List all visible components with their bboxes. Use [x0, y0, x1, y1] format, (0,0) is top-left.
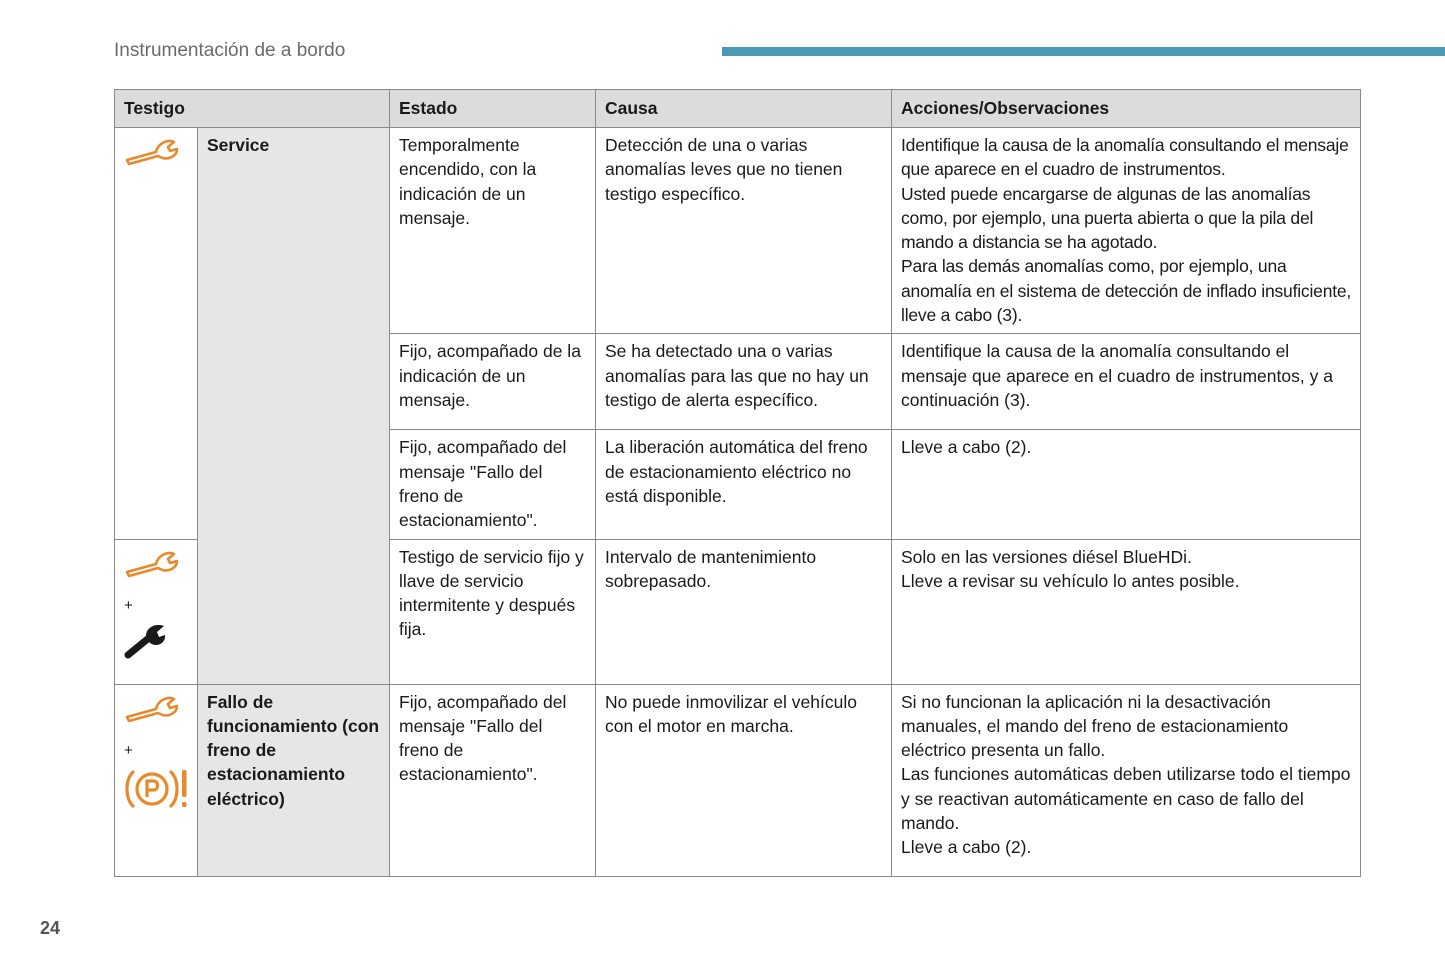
parking-brake-fault-icon: [124, 766, 190, 812]
service-icon-cell: [115, 128, 198, 540]
causa-cell: Intervalo de mantenimiento sobrepasado.: [596, 539, 892, 684]
table-row: [115, 684, 1361, 876]
maintenance-icon-cell: [115, 539, 198, 684]
maintenance-spanner-icon: [124, 621, 170, 661]
table-row: [115, 128, 1361, 334]
service-wrench-icon: [124, 545, 180, 579]
acciones-line: Solo en las versiones diésel BlueHDi.: [901, 546, 1192, 567]
acciones-line: Usted puede encargarse de algunas de las anomalías como, por ejemplo, una puerta abierta o que la pila del mando a distancia se ha agotado.: [901, 183, 1314, 253]
parking-brake-name-cell: Fallo de funcionamiento (con freno de estacionamiento eléctrico): [198, 684, 390, 876]
header-accent-bar: [722, 47, 1445, 56]
acciones-cell: [892, 128, 1361, 334]
table-header-row: [115, 90, 1361, 128]
acciones-line: Las funciones automáticas deben utilizarse todo el tiempo y se reactivan automáticamente en caso de fallo del mando.: [901, 764, 1351, 834]
acciones-line: Para las demás anomalías como, por ejemplo, una anomalía en el sistema de detección de inflado insuficiente, lleve a cabo (3).: [901, 256, 1352, 326]
acciones-cell: [892, 334, 1361, 430]
acciones-cell: [892, 539, 1361, 684]
acciones-line: Si no funcionan la aplicación ni la desactivación manuales, el mando del freno de estacionamiento eléctrico presenta un fallo.: [901, 691, 1289, 761]
header-estado: Estado: [390, 90, 596, 128]
plus-sign: +: [124, 596, 133, 614]
acciones-line: Lleve a cabo (2).: [901, 437, 1032, 458]
acciones-line: Lleve a cabo (2).: [901, 837, 1032, 858]
service-wrench-icon: [124, 133, 180, 167]
estado-cell: Testigo de servicio fijo y llave de servicio intermitente y después fija.: [390, 539, 596, 684]
acciones-line: Lleve a revisar su vehículo lo antes posible.: [901, 570, 1240, 591]
parking-brake-icon-cell: [115, 684, 198, 876]
acciones-cell: [892, 684, 1361, 876]
acciones-line: Identifique la causa de la anomalía consultando el mensaje que aparece en el cuadro de instrumentos, y a continuación (3).: [901, 341, 1333, 410]
causa-cell: La liberación automática del freno de estacionamiento eléctrico no está disponible.: [596, 430, 892, 539]
acciones-line: Identifique la causa de la anomalía consultando el mensaje que aparece en el cuadro de instrumentos.: [901, 135, 1349, 180]
plus-sign: +: [124, 741, 133, 759]
header-causa: Causa: [596, 90, 892, 128]
service-wrench-icon: [124, 690, 180, 724]
section-title: Instrumentación de a bordo: [114, 40, 346, 61]
causa-cell: Detección de una o varias anomalías leves que no tienen testigo específico.: [596, 128, 892, 334]
estado-cell: Fijo, acompañado de la indicación de un mensaje.: [390, 334, 596, 430]
causa-cell: Se ha detectado una o varias anomalías para las que no hay un testigo de alerta específico.: [596, 334, 892, 430]
header-acciones: Acciones/Observaciones: [892, 90, 1361, 128]
estado-cell: Temporalmente encendido, con la indicación de un mensaje.: [390, 128, 596, 334]
causa-cell: No puede inmovilizar el vehículo con el motor en marcha.: [596, 684, 892, 876]
page-number: 24: [40, 918, 61, 938]
estado-cell: Fijo, acompañado del mensaje "Fallo del freno de estacionamiento".: [390, 684, 596, 876]
header-testigo: Testigo: [115, 90, 390, 128]
acciones-cell: [892, 430, 1361, 539]
estado-cell: Fijo, acompañado del mensaje "Fallo del freno de estacionamiento".: [390, 430, 596, 539]
service-name-cell: Service: [198, 128, 390, 685]
warning-lights-table: [114, 89, 1361, 877]
